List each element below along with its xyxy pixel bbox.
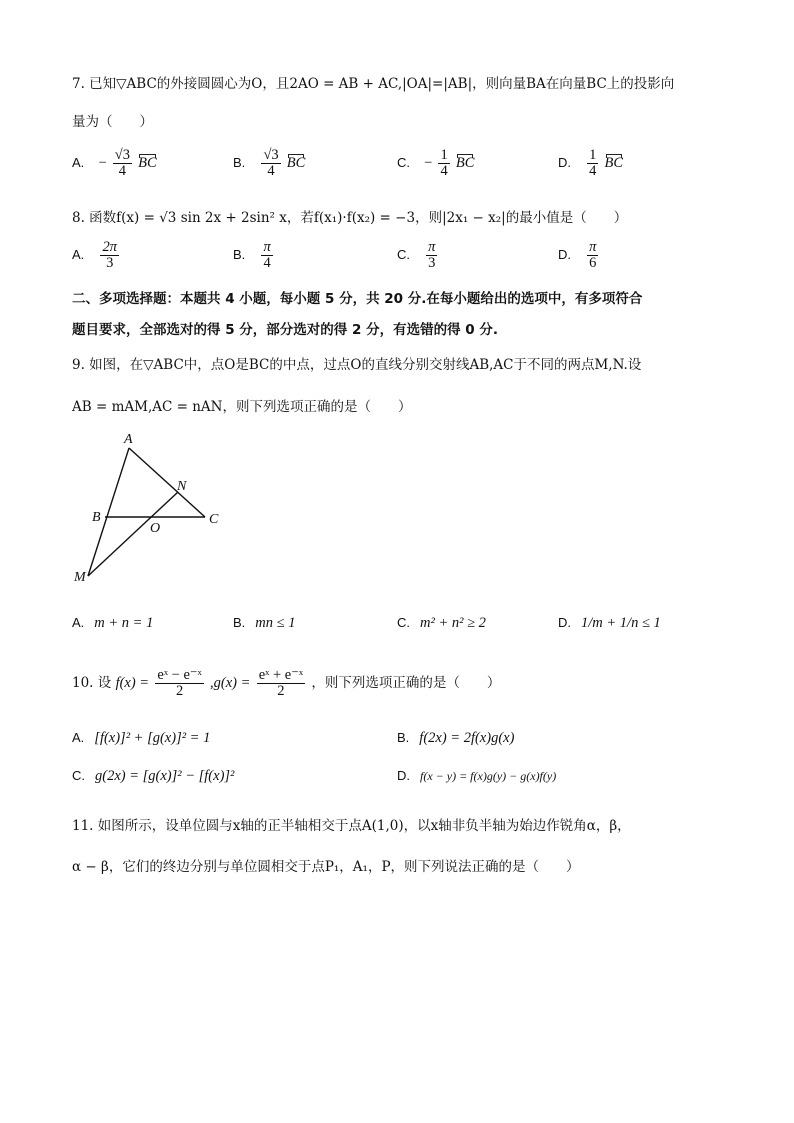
label-o: O (150, 521, 161, 536)
label-a: A (124, 432, 133, 447)
label-b: B (92, 510, 101, 525)
q7-option-a: A. − $\frac{√3}{4}$ BC (72, 147, 157, 179)
label-n: N (177, 479, 187, 494)
q9-option-d: D. 1/m + 1/n ≤ 1 (558, 615, 661, 631)
q11-line1: 11. 如图所示，设单位圆与x轴的正半轴相交于点A(1,0)，以x轴非负半轴为始边作锐角α，β， (72, 818, 631, 834)
q8-option-d: D. $\frac{\pi}{6}$ (558, 239, 597, 271)
q7-line2: 量为（ ） (72, 114, 153, 130)
q10-option-c: C. g(2x) = [g(x)]² − [f(x)]² (72, 768, 235, 784)
label-m: M (74, 570, 86, 585)
line-ac (129, 448, 205, 517)
q8-option-a: A. $\frac{2\pi}{3}$ (72, 239, 117, 271)
q7-option-b: B. $\frac{√3}{4}$ BC (233, 147, 306, 179)
q9-line2: AB = mAM,AC = nAN，则下列选项正确的是（ ） (72, 399, 412, 415)
q7-option-d: D. $\frac{1}{4}$ BC (558, 147, 624, 179)
q11-line2: α − β，它们的终边分别与单位圆相交于点P₁，A₁，P，则下列说法正确的是（ ） (72, 859, 580, 875)
q9-triangle-figure (70, 428, 230, 588)
q8-line1: 8. 函数f(x) = √3 sin 2x + 2sin² x，若f(x₁)·f(x₂) = −3，则|2x₁ − x₂|的最小值是（ ） (72, 210, 628, 226)
q10-option-a: A. [f(x)]² + [g(x)]² = 1 (72, 730, 211, 746)
q9-option-a: A. m + n = 1 (72, 615, 154, 631)
q7-option-c: C. − $\frac{1}{4}$ BC (397, 147, 475, 179)
section2-line1: 二、多项选择题：本题共 4 小题，每小题 5 分，共 20 分.在每小题给出的选项中，有多项符合 (72, 291, 643, 307)
q8-option-b: B. $\frac{\pi}{4}$ (233, 239, 271, 271)
q10-line1: 10. 设 f(x) = $\frac{\text{eˣ − e⁻ˣ}}{2}$ ,g(x) = $\frac{\text{eˣ + e⁻ˣ}}{2}$ ，则下列选项正确的是（ ） (72, 667, 501, 699)
q8-option-c: C. $\frac{\pi}{3}$ (397, 239, 436, 271)
q10-option-d: D. f(x − y) = f(x)g(y) − g(x)f(y) (397, 768, 557, 783)
label-c: C (209, 512, 219, 527)
q7-line1: 7. 已知▽ABC的外接圆圆心为O，且2AO = AB + AC,|OA|=|AB|，则向量BA在向量BC上的投影向 (72, 76, 675, 92)
section2-line2: 题目要求，全部选对的得 5 分，部分选对的得 2 分，有选错的得 0 分. (72, 322, 499, 338)
q10-option-b: B. f(2x) = 2f(x)g(x) (397, 730, 515, 746)
q9-option-c: C. m² + n² ≥ 2 (397, 615, 486, 631)
q9-option-b: B. mn ≤ 1 (233, 615, 296, 631)
q9-line1: 9. 如图，在▽ABC中，点O是BC的中点，过点O的直线分别交射线AB,AC于不同的两点M,N.设 (72, 357, 642, 373)
